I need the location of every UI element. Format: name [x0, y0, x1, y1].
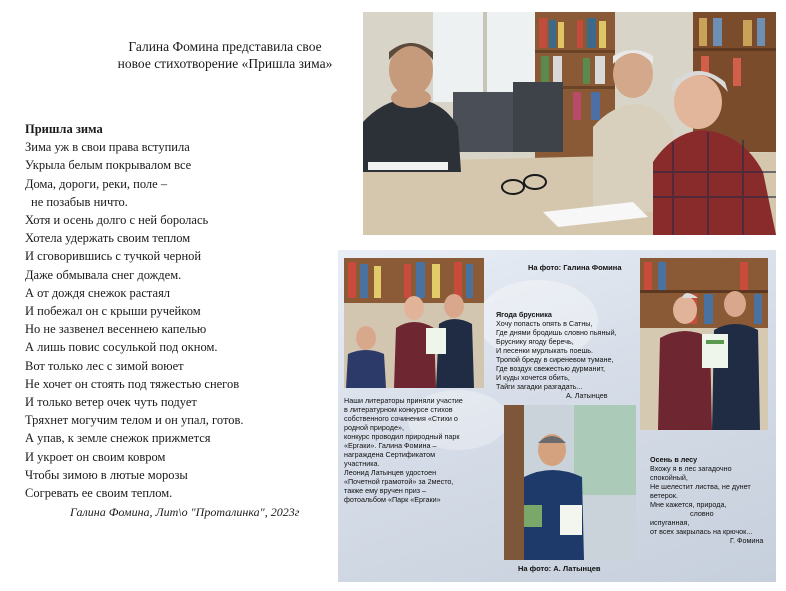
poem-forest-line: Вхожу я в лес загадочно — [650, 464, 732, 473]
poem-line: Хотя и осень долго с ней боролась — [25, 213, 209, 228]
poem-forest-line: Не шелестит листва, не дунет — [650, 482, 751, 491]
news-line: участника. — [344, 459, 380, 468]
poem-line: Даже обмывала снег дождем. — [25, 267, 182, 282]
header-line-1: Галина Фомина представила свое — [128, 39, 322, 54]
poem-line: А от дождя снежок растаял — [25, 285, 171, 300]
poem-line: И побежал он с крыши ручейком — [25, 304, 201, 319]
poem-forest-line: ветерок. — [650, 491, 678, 500]
award-collage — [338, 250, 776, 582]
poem-line: Чтобы зимою в лютые морозы — [25, 467, 188, 482]
poem-signature: Галина Фомина, Лит\о "Проталинка", 2023г — [70, 505, 300, 519]
news-line: родной природе», — [344, 423, 404, 432]
poem-line: Дома, дороги, реки, поле – — [25, 176, 168, 191]
poem-forest-line: Мне кажется, природа, — [650, 500, 727, 509]
caption-top: На фото: Галина Фомина — [528, 263, 622, 272]
poem-forest-title: Осень в лесу — [650, 455, 698, 464]
header-line-2: новое стихотворение «Пришла зима» — [117, 56, 333, 71]
news-line: Наши литераторы приняли участие — [344, 396, 463, 405]
news-line: Леонид Латынцев удостоен — [344, 468, 437, 477]
poem-berry-line: Где днями бродишь словно пьяный, — [496, 328, 617, 337]
poem-line: Вот только лес с зимой воюет — [25, 358, 184, 373]
poem-berry-line: Хочу попасть опять в Сатны, — [496, 319, 593, 328]
poem-berry-author: А. Латынцев — [566, 391, 608, 400]
poem-berry-line: Тайги загадки разгадать... — [496, 382, 583, 391]
poem-forest-line: спокойный, — [650, 473, 688, 482]
poem-line: не позабыв ничто. — [31, 194, 128, 209]
poem-title: Пришла зима — [25, 122, 103, 136]
poem-line: Согревать ее своим теплом. — [25, 486, 173, 501]
poem-berry-line: Бруснику ягоду беречь, — [496, 337, 574, 346]
poem-line: И только ветер очек чуть подует — [25, 395, 197, 410]
news-line: также ему вручен приз – — [344, 486, 426, 495]
photo-fomina-award — [344, 258, 484, 388]
poem-line: Хотела удержать своим теплом — [25, 231, 191, 246]
poem-forest — [650, 455, 772, 545]
poem-line: Тряхнет могучим телом и он упал, готов. — [25, 413, 244, 428]
poem-forest-line: от всех закрылась на крючок... — [650, 527, 753, 536]
poem-line: А лишь повис сосулькой под окном. — [25, 340, 218, 355]
poem-berry-line: И куды хочется обить, — [496, 373, 570, 382]
news-line: фотоальбом «Парк «Ергаки» — [344, 495, 441, 504]
poem — [25, 120, 345, 502]
poem-forest-line: испуганная, — [650, 518, 690, 527]
poem-berry-line: Тропой бреду в сиреневом тумане, — [496, 355, 614, 364]
poem-line: И укроет он своим ковром — [25, 449, 166, 464]
poem-berry — [496, 310, 636, 400]
poem-line: Не хочет он стоять под тяжестью снегов — [25, 376, 240, 391]
photo-latyntsev-award — [504, 405, 636, 560]
news-line: в литературном конкурсе стихов — [344, 405, 453, 414]
meeting-photo — [363, 12, 776, 235]
poem-berry-line: И песенки мурлыкать поешь. — [496, 346, 593, 355]
poem-forest-line: словно — [690, 509, 714, 518]
photo-fomina-certificate — [640, 258, 768, 430]
article-header — [95, 38, 355, 72]
caption-bottom: На фото: А. Латынцев — [518, 564, 601, 573]
poem-line: Укрыла белым покрывалом все — [25, 158, 192, 173]
news-line: собственного сочинения «Стихи о — [344, 414, 458, 423]
poem-line: Зима уж в свои права вступила — [25, 140, 190, 155]
poem-line: И сговорившись с тучкой черной — [25, 249, 202, 264]
poem-berry-title: Ягода брусника — [496, 310, 552, 319]
news-text — [344, 396, 504, 504]
poem-line: Но не зазвенел весеннею капелью — [25, 322, 207, 337]
news-line: «Почетной грамотой» за 2место, — [344, 477, 454, 486]
news-line: награждена Сертификатом — [344, 450, 436, 459]
poem-forest-author: Г. Фомина — [730, 536, 764, 545]
news-line: «Ергаки». Галина Фомина – — [344, 441, 437, 450]
news-line: конкурс проводил природный парк — [344, 432, 460, 441]
poem-berry-line: Где воздух свежестью дурманит, — [496, 364, 605, 373]
poem-line: А упав, к земле снежок прижмется — [25, 431, 211, 446]
